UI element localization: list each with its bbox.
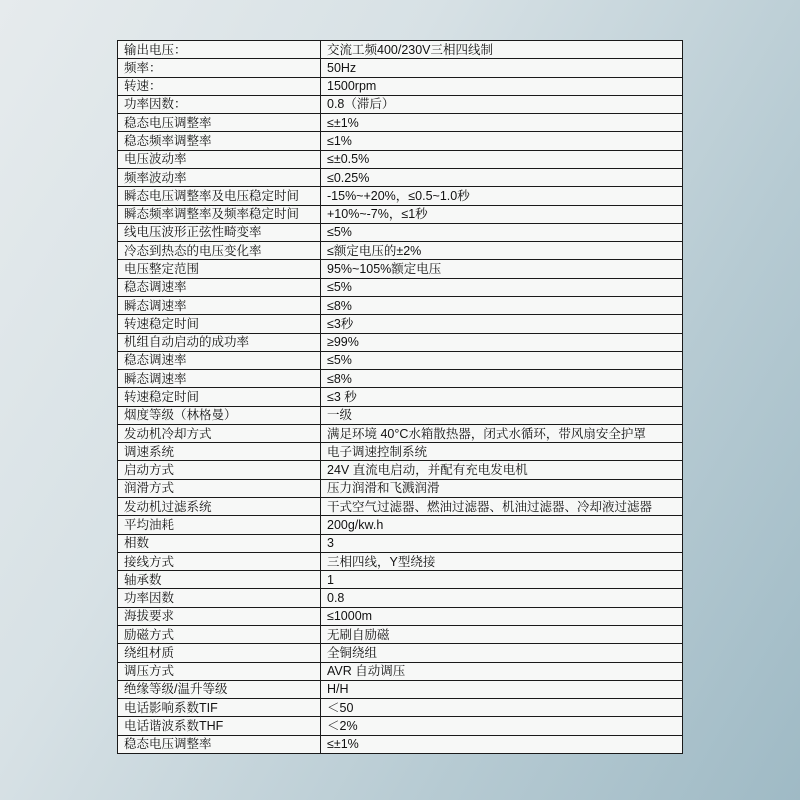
spec-label: 稳态调速率 (118, 351, 321, 369)
spec-label: 稳态电压调整率 (118, 735, 321, 753)
spec-label: 频率： (118, 59, 321, 77)
spec-value: 1 (321, 571, 683, 589)
table-row (118, 589, 683, 607)
table-row (118, 424, 683, 442)
spec-value: ≤1000m (321, 607, 683, 625)
spec-value: 无刷自励磁 (321, 626, 683, 644)
table-row (118, 680, 683, 698)
spec-label: 绕组材质 (118, 644, 321, 662)
spec-value: ≤1% (321, 132, 683, 150)
spec-label: 瞬态频率调整率及频率稳定时间 (118, 205, 321, 223)
spec-label: 调压方式 (118, 662, 321, 680)
spec-label: 烟度等级（林格曼） (118, 406, 321, 424)
table-row (118, 370, 683, 388)
table-row (118, 552, 683, 570)
spec-value: ≤5% (321, 351, 683, 369)
spec-value: ≥99% (321, 333, 683, 351)
table-row (118, 662, 683, 680)
spec-label: 稳态频率调整率 (118, 132, 321, 150)
spec-value: 95%~105%额定电压 (321, 260, 683, 278)
spec-value: 1500rpm (321, 77, 683, 95)
table-row (118, 296, 683, 314)
spec-value: H/H (321, 680, 683, 698)
spec-label: 平均油耗 (118, 516, 321, 534)
table-row (118, 699, 683, 717)
spec-value: 0.8（滞后） (321, 95, 683, 113)
table-row (118, 59, 683, 77)
table-row (118, 132, 683, 150)
spec-panel (117, 40, 682, 754)
table-row (118, 351, 683, 369)
spec-label: 线电压波形正弦性畸变率 (118, 223, 321, 241)
spec-label: 电话影响系数TIF (118, 699, 321, 717)
spec-label: 海拔要求 (118, 607, 321, 625)
spec-label: 接线方式 (118, 552, 321, 570)
spec-label: 调速系统 (118, 443, 321, 461)
spec-value: 压力润滑和飞溅润滑 (321, 479, 683, 497)
spec-label: 电压整定范围 (118, 260, 321, 278)
table-row (118, 516, 683, 534)
table-row (118, 260, 683, 278)
spec-value: ≤±0.5% (321, 150, 683, 168)
spec-value: ≤3 秒 (321, 388, 683, 406)
spec-value: +10%~-7%，≤1秒 (321, 205, 683, 223)
spec-value: ≤±1% (321, 735, 683, 753)
spec-label: 励磁方式 (118, 626, 321, 644)
spec-label: 瞬态调速率 (118, 296, 321, 314)
spec-label: 转速稳定时间 (118, 388, 321, 406)
table-row (118, 571, 683, 589)
table-row (118, 168, 683, 186)
table-row (118, 607, 683, 625)
spec-value: 干式空气过滤器、燃油过滤器、机油过滤器、冷却液过滤器 (321, 498, 683, 516)
spec-label: 发动机冷却方式 (118, 424, 321, 442)
table-row (118, 187, 683, 205)
spec-value: ≤3秒 (321, 315, 683, 333)
table-row (118, 114, 683, 132)
spec-value: ≤5% (321, 223, 683, 241)
spec-value: 电子调速控制系统 (321, 443, 683, 461)
spec-label: 机组自动启动的成功率 (118, 333, 321, 351)
spec-value: 满足环境 40°C水箱散热器，闭式水循环，带风扇安全护罩 (321, 424, 683, 442)
table-row (118, 479, 683, 497)
spec-label: 功率因数： (118, 95, 321, 113)
table-row (118, 717, 683, 735)
table-row (118, 333, 683, 351)
spec-label: 绝缘等级/温升等级 (118, 680, 321, 698)
table-row (118, 223, 683, 241)
table-row (118, 498, 683, 516)
spec-value: 三相四线，Y型绕接 (321, 552, 683, 570)
spec-label: 冷态到热态的电压变化率 (118, 242, 321, 260)
spec-value: 200g/kw.h (321, 516, 683, 534)
spec-label: 润滑方式 (118, 479, 321, 497)
table-row (118, 443, 683, 461)
table-row (118, 735, 683, 753)
spec-label: 功率因数 (118, 589, 321, 607)
spec-label: 轴承数 (118, 571, 321, 589)
spec-label: 瞬态调速率 (118, 370, 321, 388)
table-row (118, 406, 683, 424)
spec-table (117, 40, 683, 754)
table-row (118, 388, 683, 406)
spec-value: -15%~+20%，≤0.5~1.0秒 (321, 187, 683, 205)
spec-label: 启动方式 (118, 461, 321, 479)
spec-value: 3 (321, 534, 683, 552)
table-row (118, 205, 683, 223)
table-row (118, 242, 683, 260)
spec-label: 频率波动率 (118, 168, 321, 186)
spec-value: ＜50 (321, 699, 683, 717)
table-row (118, 77, 683, 95)
spec-label: 输出电压： (118, 41, 321, 59)
spec-value: ≤0.25% (321, 168, 683, 186)
spec-label: 稳态调速率 (118, 278, 321, 296)
spec-value: AVR 自动调压 (321, 662, 683, 680)
spec-table-body (118, 41, 683, 754)
table-row (118, 626, 683, 644)
spec-value: ≤额定电压的±2% (321, 242, 683, 260)
table-row (118, 461, 683, 479)
table-row (118, 41, 683, 59)
spec-value: 全铜绕组 (321, 644, 683, 662)
table-row (118, 95, 683, 113)
spec-label: 瞬态电压调整率及电压稳定时间 (118, 187, 321, 205)
spec-value: 50Hz (321, 59, 683, 77)
spec-value: ≤8% (321, 370, 683, 388)
spec-label: 转速稳定时间 (118, 315, 321, 333)
spec-label: 电话谐波系数THF (118, 717, 321, 735)
spec-value: ≤±1% (321, 114, 683, 132)
spec-value: ＜2% (321, 717, 683, 735)
table-row (118, 644, 683, 662)
table-row (118, 534, 683, 552)
spec-label: 电压波动率 (118, 150, 321, 168)
spec-value: ≤8% (321, 296, 683, 314)
table-row (118, 278, 683, 296)
spec-value: 0.8 (321, 589, 683, 607)
spec-value: 24V 直流电启动，并配有充电发电机 (321, 461, 683, 479)
spec-label: 稳态电压调整率 (118, 114, 321, 132)
spec-label: 相数 (118, 534, 321, 552)
spec-value: ≤5% (321, 278, 683, 296)
table-row (118, 315, 683, 333)
spec-label: 转速： (118, 77, 321, 95)
table-row (118, 150, 683, 168)
spec-value: 交流工频400/230V三相四线制 (321, 41, 683, 59)
spec-value: 一级 (321, 406, 683, 424)
spec-label: 发动机过滤系统 (118, 498, 321, 516)
